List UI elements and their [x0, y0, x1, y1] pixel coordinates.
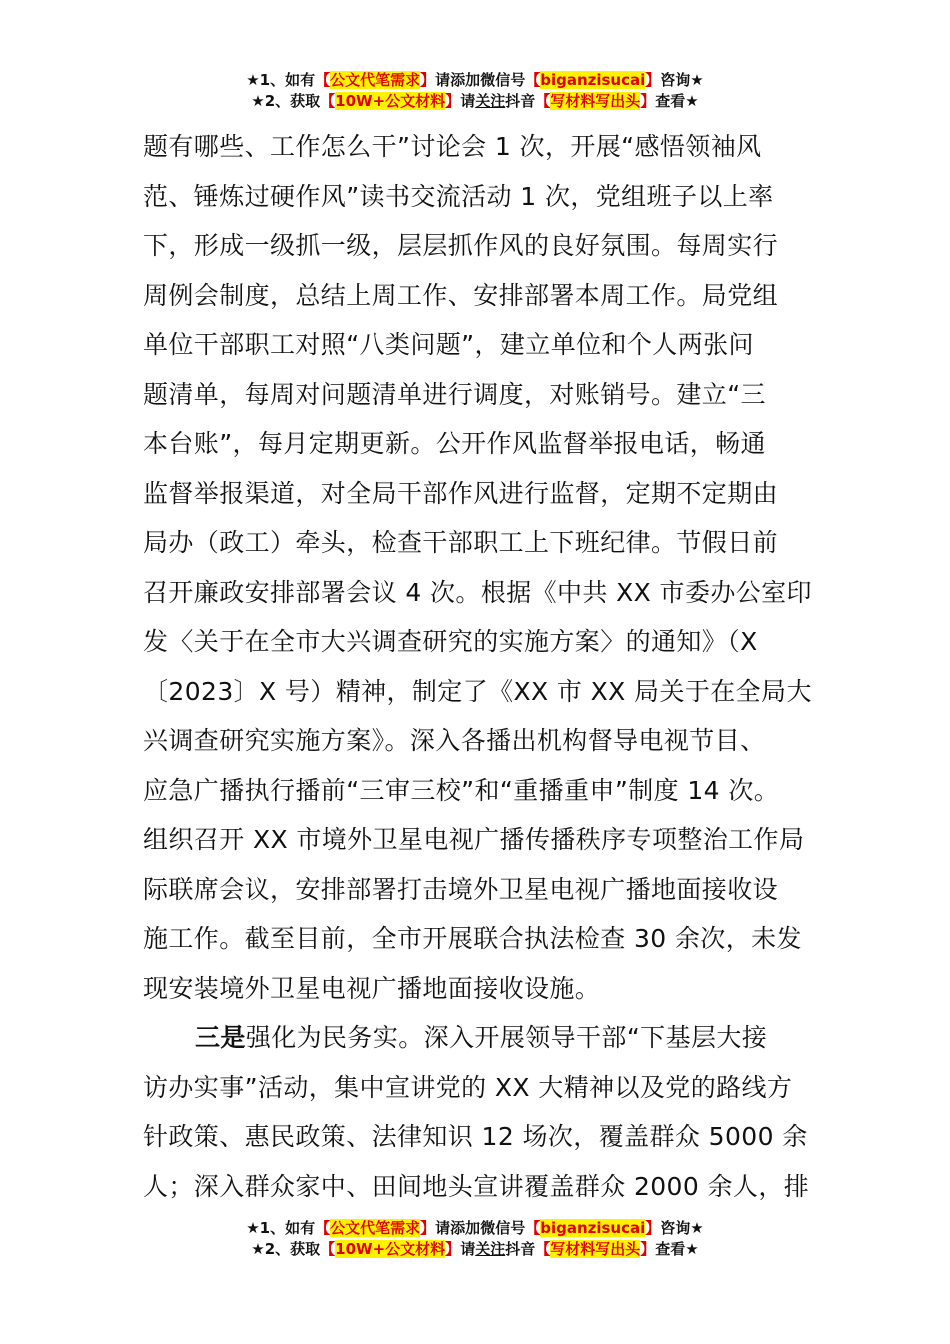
- bracket: 【: [525, 1219, 541, 1237]
- body-line: 应急广播执行播前“三审三校”和“重播重申”制度 14 次。: [143, 775, 780, 805]
- highlight-douyin: 写材料写出头: [550, 92, 641, 110]
- banner-text-underlined: 关注: [475, 1240, 506, 1258]
- body-line: 组织召开 XX 市境外卫星电视广播传播秩序专项整治工作局: [143, 825, 805, 854]
- bracket: 】: [445, 1240, 461, 1258]
- bracket: 【: [535, 92, 551, 110]
- highlight-douyin: 写材料写出头: [550, 1240, 641, 1258]
- banner-text: 咨询★: [660, 1219, 704, 1237]
- paragraph-lead: 三是: [195, 1023, 246, 1052]
- bracket: 】: [420, 71, 436, 89]
- body-line: 周例会制度，总结上周工作、安排部署本周工作。局党组: [143, 280, 779, 310]
- body-line: 人；深入群众家中、田间地头宣讲覆盖群众 2000 余人，排: [143, 1171, 810, 1201]
- footer-banner: [0, 1218, 950, 1260]
- banner-text: 请: [460, 92, 476, 110]
- paragraph-text: 强化为民务实。深入开展领导干部“下基层大接: [245, 1023, 768, 1052]
- highlight-wechat-id: biganzisucai: [540, 1219, 646, 1237]
- body-line: 召开廉政安排部署会议 4 次。根据《中共 XX 市委办公室印: [143, 577, 812, 607]
- highlight-materials: 10W+公文材料: [335, 92, 446, 110]
- bracket: 】: [645, 1219, 661, 1237]
- highlight-wechat-id: biganzisucai: [540, 71, 646, 89]
- bracket: 】: [645, 71, 661, 89]
- banner-text: 微信号: [480, 71, 526, 89]
- bracket: 】: [640, 92, 656, 110]
- bracket: 【: [320, 92, 336, 110]
- banner-text: 请添加: [435, 1219, 481, 1237]
- body-line: 发〈关于在全市大兴调查研究的实施方案〉的通知》（X: [143, 627, 758, 656]
- highlight-service: 公文代笔需求: [330, 1219, 421, 1237]
- body-line: 下，形成一级抓一级，层层抓作风的良好氛围。每周实行: [143, 231, 779, 260]
- body-line: 监督举报渠道，对全局干部作风进行监督，定期不定期由: [143, 478, 779, 508]
- banner-text: ★1、如有: [246, 71, 316, 89]
- bracket: 】: [420, 1219, 436, 1237]
- banner-text-underlined: 关注: [475, 92, 506, 110]
- body-line: 际联席会议，安排部署打击境外卫星电视广播地面接收设: [143, 874, 779, 904]
- banner-line-1: [0, 1218, 950, 1239]
- banner-text: 请添加: [435, 71, 481, 89]
- banner-text: 咨询★: [660, 71, 704, 89]
- paragraph-first-line: [143, 1013, 815, 1063]
- banner-text: ★2、获取: [251, 1240, 321, 1258]
- body-line: 兴调查研究实施方案》。深入各播出机构督导电视节目、: [143, 726, 766, 755]
- banner-text: 查看★: [655, 1240, 699, 1258]
- body-line: 单位干部职工对照“八类问题”，建立单位和个人两张问: [143, 330, 754, 359]
- bracket: 【: [320, 1240, 336, 1258]
- banner-text: 抖音: [505, 92, 536, 110]
- banner-text: 微信号: [480, 1219, 526, 1237]
- banner-line-1: [0, 70, 950, 91]
- body-line: 施工作。截至目前，全市开展联合执法检查 30 余次，未发: [143, 924, 802, 953]
- body-line: 本台账”，每月定期更新。公开作风监督举报电话，畅通: [143, 429, 766, 458]
- bracket: 【: [535, 1240, 551, 1258]
- document-body: [143, 122, 815, 1211]
- body-line: 题清单，每周对问题清单进行调度，对账销号。建立“三: [143, 379, 766, 409]
- bracket: 【: [315, 1219, 331, 1237]
- highlight-materials: 10W+公文材料: [335, 1240, 446, 1258]
- banner-line-2: [0, 1239, 950, 1260]
- body-line: 〔2023〕X 号）精神，制定了《XX 市 XX 局关于在全局大: [143, 676, 812, 706]
- bracket: 】: [640, 1240, 656, 1258]
- highlight-service: 公文代笔需求: [330, 71, 421, 89]
- body-line: 针政策、惠民政策、法律知识 12 场次，覆盖群众 5000 余: [143, 1122, 808, 1151]
- banner-text: 请: [460, 1240, 476, 1258]
- banner-text: 查看★: [655, 92, 699, 110]
- body-line: 题有哪些、工作怎么干”讨论会 1 次，开展“感悟领袖风: [143, 132, 762, 161]
- bracket: 【: [525, 71, 541, 89]
- body-line: 现安装境外卫星电视广播地面接收设施。: [143, 973, 601, 1003]
- header-banner: [0, 70, 950, 112]
- banner-text: ★2、获取: [251, 92, 321, 110]
- bracket: 【: [315, 71, 331, 89]
- body-line: 范、锤炼过硬作风”读书交流活动 1 次，党组班子以上率: [143, 181, 774, 211]
- body-line: 访办实事”活动，集中宣讲党的 XX 大精神以及党的路线方: [143, 1072, 793, 1102]
- banner-line-2: [0, 91, 950, 112]
- banner-text: 抖音: [505, 1240, 536, 1258]
- bracket: 】: [445, 92, 461, 110]
- body-line: 局办（政工）牵头，检查干部职工上下班纪律。节假日前: [143, 528, 779, 557]
- banner-text: ★1、如有: [246, 1219, 316, 1237]
